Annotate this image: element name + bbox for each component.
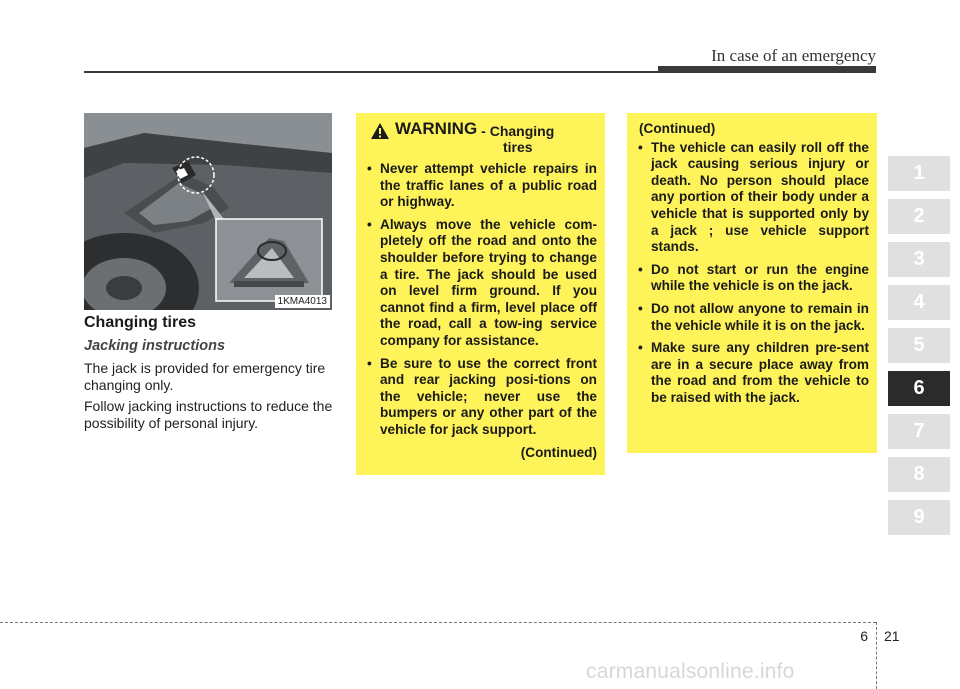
continued-heading: (Continued) <box>639 121 716 136</box>
body-paragraph: Follow jacking instructions to reduce the possibility of personal injury. <box>84 398 333 431</box>
warning-item: • Do not allow anyone to remain in the vehicle while it is on the jack. <box>635 301 869 334</box>
warning-list <box>364 161 597 439</box>
chapter-tab-7[interactable]: 7 <box>888 414 950 449</box>
chapter-tab-5[interactable]: 5 <box>888 328 950 363</box>
warning-item: • Make sure any children pre-sent are in a secure place away from the road and from the vehicle to be raised with the jack. <box>635 340 869 406</box>
footer-rule <box>0 622 876 623</box>
continued-warning-box <box>627 113 877 453</box>
warning-topic-line: tires <box>502 139 533 155</box>
chapter-tab-6[interactable]: 6 <box>888 371 950 406</box>
section-subtitle: Jacking instructions <box>84 338 226 354</box>
footer-page-number: 21 <box>884 628 900 644</box>
section-title: Changing tires <box>84 314 197 331</box>
chapter-tabs <box>888 156 950 543</box>
header-rule-accent <box>658 66 876 73</box>
warning-item: • Do not start or run the engine while the vehicle is on the jack. <box>635 262 869 295</box>
warning-item: • The vehicle can easily roll off the jack causing serious injury or death. No person should place any portion of their body under a vehicle that is supported only by a jack ; use vehicle support stands. <box>635 140 869 256</box>
chapter-tab-4[interactable]: 4 <box>888 285 950 320</box>
jack-storage-photo <box>84 113 332 310</box>
footer-divider <box>876 622 877 689</box>
warning-box <box>356 113 605 475</box>
warning-item: • Be sure to use the correct front and rear jacking posi-tions on the vehicle; never use the bumpers or any other part of the vehicle for jack support. <box>364 356 597 439</box>
watermark: carmanualsonline.info <box>586 660 795 683</box>
footer-chapter-number: 6 <box>860 628 868 644</box>
warning-label: WARNING <box>395 119 478 138</box>
warning-topic <box>481 123 554 155</box>
continued-label: (Continued) <box>520 444 597 460</box>
header-title: In case of an emergency <box>711 46 876 65</box>
jack-illustration <box>84 113 332 310</box>
warning-header <box>370 121 597 155</box>
warning-item: • Never attempt vehicle repairs in the traffic lanes of a public road or highway. <box>364 161 597 211</box>
body-paragraph: The jack is provided for emergency tire changing only. <box>84 360 326 393</box>
chapter-tab-9[interactable]: 9 <box>888 500 950 535</box>
figure-code: 1KMA4013 <box>275 295 330 308</box>
chapter-tab-8[interactable]: 8 <box>888 457 950 492</box>
continued-warning-list <box>635 140 869 407</box>
warning-topic-line: - Changing <box>481 123 555 139</box>
warning-triangle-icon <box>370 122 390 140</box>
chapter-tab-2[interactable]: 2 <box>888 199 950 234</box>
chapter-tab-3[interactable]: 3 <box>888 242 950 277</box>
warning-item: • Always move the vehicle com-pletely off the road and onto the shoulder before trying to change a tire. The jack should be used on level firm ground. If you cannot find a firm, level place off the road, call a tow-ing service company for assistance. <box>364 217 597 350</box>
chapter-tab-1[interactable]: 1 <box>888 156 950 191</box>
